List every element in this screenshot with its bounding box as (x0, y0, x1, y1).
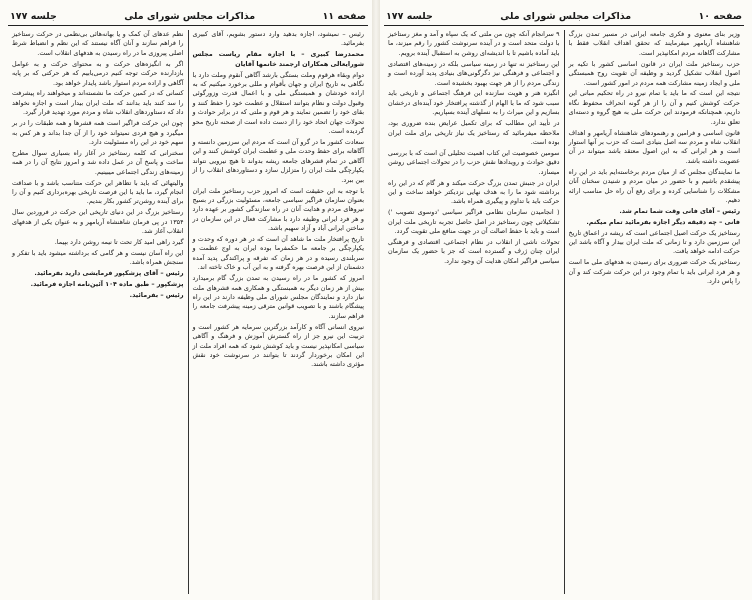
right-page-column-right (565, 30, 745, 594)
paragraph: رئیس – بفرمائید. (129, 291, 184, 300)
paragraph: ما نمایندگان مجلس که از میان مردم برخاسته‌ایم باید در این راه پیشقدم باشیم و با حضور در میان مردم و شنیدن سخنان آنان مشکلات را شناسایی کرده و برای رفع آن راه حل مناسب ارائه دهیم. (568, 167, 740, 204)
paragraph: نتیجه این است که ما باید با تمام نیرو در راه تحکیم مبانی این حرکت کوشش کنیم و آن را از هر گونه انحراف محفوظ نگاه داریم، همچنانکه فرمودند این حرکت ملی به هیچ گروه و دسته‌ای تعلق ندارد. (568, 89, 740, 126)
paragraph: ایران در جنبش تمدن بزرگ حرکت میکند و هر گام که در این راه برداشته شود ما را به هدف نهایی نزدیکتر خواهد ساخت و این حرکت باید با تداوم و پیگیری همراه باشد. (388, 178, 560, 206)
paragraph: این رستاخیز نه تنها در زمینه سیاسی بلکه در زمینه‌های اقتصادی و اجتماعی و فرهنگی نیز دگرگونی‌های بنیادی پدید آورده است و زندگی مردم را از هر جهت بهبود بخشیده است. (388, 59, 560, 87)
paragraph: رستاخیز یک حرکت اصیل اجتماعی است که ریشه در اعماق تاریخ این سرزمین دارد و تا زمانی که ملت ایران بیدار و آگاه باشد این حرکت ادامه خواهد یافت. (568, 228, 740, 256)
book-gutter (372, 0, 380, 600)
paragraph: تاریخ پرافتخار ملت ما شاهد آن است که در هر دوره که وحدت و یکپارچگی بر جامعه ما حکمفرما بوده ایران به اوج عظمت و سربلندی رسیده و در هر زمان که تفرقه و پراکندگی پدید آمده دشمنان از این فرصت بهره گرفته و به این آب و خاک تاخته اند. (192, 235, 364, 272)
paragraph: پزشکپور – طبق ماده ۱۰۴ آئین‌نامه اجازه فرمائید. (30, 280, 184, 289)
right-header-rule (384, 25, 744, 26)
paragraph: دوام وبقاء هرقوم وملت بستگی بارشد آگاهی آنقوم وملت دارد با نگاهی به تاریخ ایران و جهان بأقوام و مللی برخورد میکنیم که به اراده خودشان و همبستگی ملی و با اعمال قدرت وزورگوئی وقبول دولت و نظام بتوانند استقلال و عظمت خود را حفظ کنند و بقای خود را تضمین نمایند و هر قوم و ملتی که در برابر حوادث و تحولات جهان اتحاد خود را از دست داده است از صحنه تاریخ محو گردیده است. (192, 70, 364, 136)
paragraph: ۹ سرانجام آنکه چون من ملتی که یک سپاه و آمد و مغز رستاخیز با دولت متحد است و در آینده سرنوشت کشور را رقم میزند، ما باید آماده باشیم تا با اندیشه‌ای روشن به استقبال آینده برویم. (388, 30, 560, 57)
paragraph: نیروی انسانی آگاه و کارآمد بزرگترین سرمایه هر کشور است و تربیت این نیرو جز از راه گسترش آموزش و فرهنگ و آگاهی سیاسی امکانپذیر نیست و باید کوشش شود که همه افراد ملت از این امکان برخوردار گردند تا بتوانند در سرنوشت خود نقش مؤثری داشته باشند. (192, 322, 364, 369)
right-page-publication: مذاکرات مجلس شورای ملی (500, 10, 632, 22)
paragraph: رئیس – آقای پزشکپور فرمایشی دارید بفرمائید. (34, 269, 184, 278)
right-page-columns (384, 30, 744, 594)
paragraph: چون این حرکت فراگیر است همه قشرها و همه طبقات را در بر میگیرد و هیچ فردی نمیتواند خود را از آن جدا بداند و هر کس به سهم خود در این راه مسئولیت دارد. (12, 119, 184, 146)
left-header-rule (8, 25, 368, 26)
left-page-publication: مذاکرات مجلس شورای ملی (124, 10, 256, 22)
right-page (384, 8, 744, 594)
right-page-header (384, 8, 744, 24)
right-page-number: صفحه ۱۰ (698, 10, 742, 22)
left-page-columns (8, 30, 368, 594)
paragraph: رستاخیز یک حرکت ضروری برای رسیدن به هدفهای ملی ما است و هر فرد ایرانی باید با تمام وجود در این حرکت شرکت کند و آن را پاس دارد. (568, 258, 740, 286)
left-page-column-left (8, 30, 188, 594)
paragraph: این راه آسان نیست و هر گامی که برداشته میشود باید با تفکر و سنجش همراه باشد. (12, 248, 184, 267)
paragraph: انگیزه هنر و هویت سازنده این فرهنگ اجتماعی و تاریخی باید سبب شود که ما با الهام از گذشته پرافتخار خود آینده‌ای درخشان بسازیم و این میراث را به نسلهای آینده بسپاریم. (388, 89, 560, 117)
paragraph: محمدرضا کبیری – با اجازه مقام ریاست مجلس شورایعالی همکاران ارجمند خانمها آقایان (192, 50, 364, 68)
paragraph: در تأیید این مطالب که برای تکمیل عرایض بنده ضروری بود، ملاحظه میفرمائید که رستاخیز یک نیاز تاریخی برای ملت ایران بوده است. (388, 119, 560, 146)
paragraph: سخنرانی که کلمه رستاخیز در آغاز راه بسیاری سوال مطرح ساخت و پاسخ آن در عمل داده شد و امروز نتایج آن را در همه زمینه‌های زندگی اجتماعی میبینیم. (12, 148, 184, 176)
paragraph: گیرد راهی امید کار تحت تا نیمه روشن دارد بپیما. (54, 238, 184, 247)
left-page-column-right (189, 30, 369, 594)
paragraph: والیتهائی که باید با تظاهر این حرکت متناسب باشد و با صداقت انجام گیرد، ما باید با این فرصت تاریخی بهره‌برداری کنیم و آن را برای آینده روشن‌تر کشور بکار بندیم. (12, 178, 184, 206)
paragraph: رئیس – آقای فانی وقت شما تمام شد. (619, 206, 740, 215)
paragraph: فانی – چه دقیقه دیگر اجازه بفرمائید تمام میکنم. (586, 217, 740, 226)
paragraph: با توجه به این حقیقت است که امروز حزب رستاخیز ملت ایران بعنوان سازمان فراگیر سیاسی جامعه، مسئولیت بزرگی در بسیج نیروهای مردم و هدایت آنان در راه سازندگی کشور بر عهده دارد و هر فرد ایرانی وظیفه دارد با مشارکت فعال در این سازمان در ساختن ایرانی آباد و آزاد سهیم باشد. (192, 186, 364, 233)
paragraph: حزب رستاخیز ملت ایران در قانون اساسی کشور با تکیه بر اصول انقلاب تشکیل گردید و وظیفه آن تقویت روح همبستگی ملی و ایجاد زمینه مشارکت همه مردم در امور کشور است. (568, 59, 740, 87)
paragraph: وزیر بنای معنوی و فکری جامعه ایرانی در مسیر تمدن بزرگ شاهنشاه آریامهر میفرمایند که تحقق اهداف انقلاب فقط با مشارکت آگاهانه مردم امکانپذیر است. (568, 30, 740, 57)
left-page-session: جلسه ۱۷۷ (10, 10, 57, 22)
paragraph: کسانی که در کمین حرکت ما نشسته‌اند و میخواهند راه پیشرفت را سد کنند باید بدانند که ملت ایران بیدار است و اجازه نخواهد داد که دستاوردهای انقلاب شاه و مردم مورد تهدید قرار گیرد. (12, 89, 184, 117)
paragraph: سعادت کشور ما در گرو آن است که مردم این سرزمین دانسته و آگاهانه برای حفظ وحدت ملی و عظمت ایران کوشش کنند و این آگاهی در تمام قشرهای جامعه ریشه بدواند تا هیچ نیرویی نتواند یکپارچگی ملت ایران را متزلزل سازد و دستاوردهای انقلاب را از بین ببرد. (192, 137, 364, 184)
paragraph: رئیس – نمیشود، اجازه بدهید وارد دستور بشویم، آقای کبیری بفرمائید. (192, 30, 364, 48)
left-page-header (8, 8, 368, 24)
right-page-column-left (384, 30, 564, 594)
paragraph: تحولات ناشی از انقلاب در نظام اجتماعی، اقتصادی و فرهنگی ایران چنان ژرف و گسترده است که جز با حضور یک سازمان سیاسی فراگیر امکان هدایت آن وجود ندارد. (388, 238, 560, 265)
paragraph: نظم عدهای آن کمک و یا بهانه‌هائی بی‌نظمی در حرکت رستاخیز را فراهم سازند و آنان آگاه نیستند که این نظم و انضباط شرط اصلی پیروزی ما در راه رسیدن به هدفهای انقلاب است. (12, 30, 184, 57)
paragraph: رستاخیز بزرگ در این دنیای تاریخی این حرکت در فروردین سال ۱۳۵۴ در پی فرمان شاهنشاه آریامهر و به عنوان یکی از هدفهای انقلاب آغاز شد. (12, 208, 184, 236)
paragraph: سومین خصوصیت این کتاب اهمیت تحلیلی آن است که با بررسی دقیق حوادث و رویدادها نقش حزب را در تحولات اجتماعی روشن میسازد. (388, 148, 560, 176)
paragraph: امروز که کشور ما در راه رسیدن به تمدن بزرگ گام برمیدارد بیش از هر زمان دیگر به همبستگی و همکاری همه قشرهای ملت نیاز دارد و نمایندگان مجلس شورای ملی وظیفه دارند در این راه پیشگام باشند و با تصویب قوانین مترقی زمینه پیشرفت جامعه را فراهم سازند. (192, 274, 364, 320)
right-page-session: جلسه ۱۷۷ (386, 10, 433, 22)
left-page-number: صفحه ۱۱ (322, 10, 366, 22)
paragraph: اگر به انگیزه‌های حرکت و به محتوای حرکت و به عوامل بازدارنده حرکت توجه کنیم درمی‌یابیم که هر حرکتی که بر پایه آگاهی و اراده مردم استوار باشد پایدار خواهد بود. (12, 59, 184, 87)
paragraph: ( انجامیدن سازمان نظامی فراگیر سیاسی 'دوسوی تصویب ') تشکیلاتی چون رستاخیز در اصل حاصل تجربه تاریخی ملت ایران است و باید با حفظ اصالت آن در جهت منافع ملی تقویت گردد. (388, 208, 560, 236)
paragraph: قانون اساسی و فرامین و رهنمودهای شاهنشاه آریامهر و اهداف انقلاب شاه و مردم سه اصل بنیادی است که حزب بر آنها استوار است و هر ایرانی که به این اصول معتقد باشد میتواند در آن عضویت داشته باشد. (568, 128, 740, 165)
left-page (8, 8, 368, 594)
